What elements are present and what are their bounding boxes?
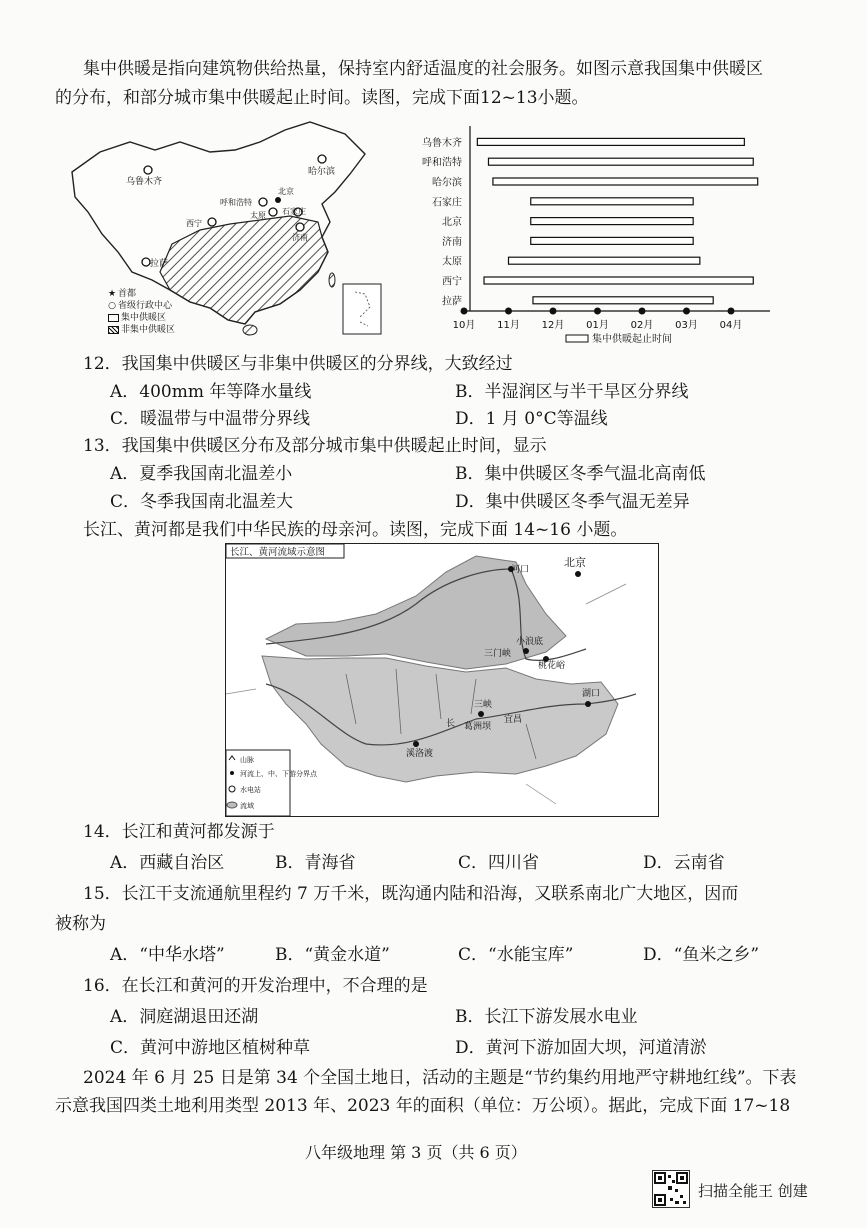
- q16-option-a[interactable]: A．洞庭湖退田还湖: [110, 1007, 259, 1027]
- q12-option-a[interactable]: A．400mm 年等降水量线: [110, 382, 312, 402]
- category-label: 石家庄: [432, 197, 462, 209]
- heating-range-bar: [533, 297, 713, 304]
- heating-range-bar: [509, 257, 700, 264]
- q14-stem: 14．长江和黄河都发源于: [83, 822, 275, 842]
- category-label: 呼和浩特: [422, 157, 462, 169]
- city-label-beijing: 北京: [278, 187, 294, 196]
- q14-option-d[interactable]: D．云南省: [643, 853, 725, 873]
- legend-basin: 流域: [240, 802, 254, 810]
- place-xiaolangdi: 小浪底: [516, 637, 544, 647]
- river-basin-drawing: [226, 544, 658, 816]
- q16-option-b[interactable]: B．长江下游发展水电业: [455, 1007, 638, 1027]
- heating-map-legend: [106, 288, 175, 336]
- category-label: 太原: [442, 256, 462, 268]
- x-tick-label: 10月: [452, 320, 476, 331]
- intro3-line-2: 示意我国四类土地利用类型 2013 年、2023 年的面积（单位：万公顷）。据此，完成下面 17~18: [55, 1096, 791, 1116]
- q16-option-d[interactable]: D．黄河下游加固大坝，河道清淤: [455, 1038, 707, 1058]
- city-label-taiyuan: 太原: [250, 211, 266, 220]
- x-tick-dot: [550, 308, 557, 315]
- city-label-xining: 西宁: [186, 219, 202, 228]
- intro3-line-1: 2024 年 6 月 25 日是第 34 个全国土地日，活动的主题是“节约集约用地严守耕地红线”。下表: [83, 1068, 797, 1088]
- city-label-hohhot: 呼和浩特: [220, 198, 252, 207]
- heating-range-bar: [531, 237, 693, 244]
- chart-svg: [400, 126, 800, 348]
- x-tick-dot: [639, 308, 646, 315]
- city-label-harbin: 哈尔滨: [308, 167, 336, 177]
- legend-hydropower: 水电站: [240, 786, 261, 794]
- x-tick-label: 03月: [675, 320, 698, 331]
- city-label-lhasa: 拉萨: [150, 259, 169, 269]
- heating-range-bar: [477, 138, 744, 145]
- x-tick-label: 12月: [541, 320, 565, 331]
- place-beijing: 北京: [564, 556, 586, 569]
- place-gezhouba: 葛洲坝: [464, 722, 492, 732]
- legend-provincial: ○ 省级行政中心: [106, 300, 175, 312]
- legend-capital: ★ 首都: [107, 289, 137, 299]
- x-tick-label: 04月: [719, 320, 743, 331]
- place-xiluodu: 溪洛渡: [406, 749, 434, 759]
- category-label: 北京: [442, 217, 462, 229]
- category-label: 拉萨: [442, 296, 462, 308]
- x-tick-dot: [728, 308, 735, 315]
- q15-option-a[interactable]: A．“中华水塔”: [110, 945, 225, 965]
- legend-division-point: 河流上、中、下游分界点: [240, 770, 317, 778]
- intro-line-1: 集中供暖是指向建筑物供给热量，保持室内舒适温度的社会服务。如图示意我国集中供暖区: [83, 59, 763, 79]
- city-label-jinan: 济南: [292, 233, 308, 242]
- place-hukou: 湖口: [582, 689, 601, 699]
- river-basin-map: [225, 543, 659, 817]
- heating-period-chart: [400, 126, 800, 348]
- page-footer: 八年级地理 第 3 页（共 6 页）: [305, 1143, 527, 1162]
- circle-icon: ○: [108, 301, 116, 311]
- qr-code-icon: [652, 1170, 690, 1208]
- q15-option-d[interactable]: D．“鱼米之乡”: [643, 945, 760, 965]
- heating-range-bar: [493, 178, 758, 185]
- legend-mountain: 山脉: [240, 756, 254, 764]
- legend-heating: 集中供暖区: [106, 312, 175, 324]
- q14-option-c[interactable]: C．四川省: [458, 853, 540, 873]
- q12-option-b[interactable]: B．半湿润区与半干旱区分界线: [455, 382, 689, 402]
- q15-option-b[interactable]: B．“黄金水道”: [275, 945, 390, 965]
- category-label: 济南: [442, 236, 462, 248]
- place-yichang: 宜昌: [504, 715, 523, 725]
- q12-stem: 12．我国集中供暖区与非集中供暖区的分界线，大致经过: [83, 354, 513, 374]
- q12-option-d[interactable]: D．1 月 0°C等温线: [455, 409, 608, 429]
- x-tick-label: 11月: [497, 320, 520, 331]
- heating-map: [60, 112, 400, 342]
- q12-option-c[interactable]: C．暖温带与中温带分界线: [110, 409, 311, 429]
- q13-option-c[interactable]: C．冬季我国南北温差大: [110, 492, 294, 512]
- x-tick-label: 01月: [586, 320, 609, 331]
- q16-stem: 16．在长江和黄河的开发治理中，不合理的是: [83, 976, 428, 996]
- place-hekou: 河口: [511, 565, 530, 575]
- hatched-box-icon: [108, 326, 119, 334]
- q16-option-c[interactable]: C．黄河中游地区植树种草: [110, 1038, 311, 1058]
- city-label-urumqi: 乌鲁木齐: [126, 177, 163, 187]
- q15-stem-line-2: 被称为: [55, 914, 106, 934]
- heating-range-bar: [531, 198, 693, 205]
- river-map-title: 长江、黄河流域示意图: [230, 547, 326, 558]
- scanner-watermark: 扫描全能王 创建: [698, 1182, 808, 1200]
- q15-stem-line-1: 15．长江干支流通航里程约 7 万千米，既沟通内陆和沿海，又联系南北广大地区，因而: [83, 884, 739, 904]
- q14-option-b[interactable]: B．青海省: [275, 853, 356, 873]
- place-taohuayu: 桃花峪: [538, 661, 566, 671]
- heating-range-bar: [488, 158, 753, 165]
- x-tick-dot: [594, 308, 601, 315]
- place-chang: 长: [446, 719, 456, 729]
- q14-option-a[interactable]: A．西藏自治区: [110, 853, 225, 873]
- star-icon: ★: [107, 289, 117, 299]
- x-tick-dot: [461, 308, 468, 315]
- q15-option-c[interactable]: C．“水能宝库”: [458, 945, 574, 965]
- category-label: 乌鲁木齐: [422, 137, 462, 149]
- heating-range-bar: [531, 218, 693, 225]
- chart-legend-label: 集中供暖起止时间: [592, 334, 672, 345]
- heating-range-bar: [484, 277, 753, 284]
- category-label: 哈尔滨: [432, 177, 462, 189]
- x-tick-dot: [505, 308, 512, 315]
- q13-option-a[interactable]: A．夏季我国南北温差小: [110, 464, 293, 484]
- city-label-shijiazhuang: 石家庄: [282, 207, 306, 216]
- intro-line-2: 的分布，和部分城市集中供暖起止时间。读图，完成下面12~13小题。: [55, 88, 589, 108]
- category-label: 西宁: [442, 276, 462, 288]
- legend-non-heating: 非集中供暖区: [106, 324, 175, 336]
- q13-stem: 13．我国集中供暖区分布及部分城市集中供暖起止时间，显示: [83, 436, 547, 456]
- x-tick-label: 02月: [630, 320, 654, 331]
- q13-option-d[interactable]: D．集中供暖区冬季气温无差异: [455, 492, 690, 512]
- intro2-line: 长江、黄河都是我们中华民族的母亲河。读图，完成下面 14~16 小题。: [83, 520, 628, 540]
- chart-legend-swatch: [566, 335, 588, 342]
- x-tick-dot: [683, 308, 690, 315]
- place-sanxia: 三峡: [474, 700, 493, 710]
- blank-box-icon: [108, 314, 119, 322]
- q13-option-b[interactable]: B．集中供暖区冬季气温北高南低: [455, 464, 706, 484]
- place-sanmenxia: 三门峡: [484, 649, 512, 659]
